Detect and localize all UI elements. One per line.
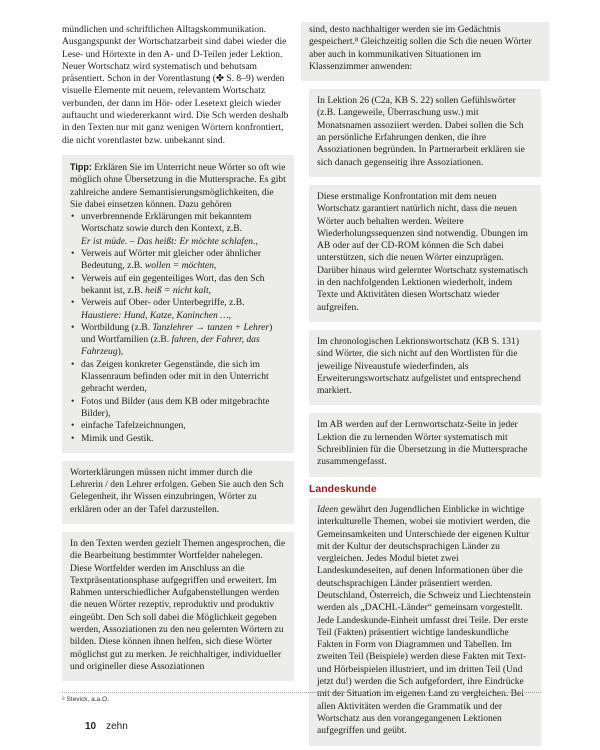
right-column (309, 24, 541, 746)
example-box (309, 89, 541, 177)
left-paragraph-3: In den Texten werden gezielt Themen angesprochen, die die Bearbeitung bestimmter Wortfelder nahelegen. Diese Wortfelder werden im Anschluss an die Textpräsentationsphase aufgegriffen und erweitert. Im Rahmen unterschiedlicher Aufgabenstellungen werden die neuen Wörter rezeptiv, reproduktiv und produktiv eingeübt. Den Sch soll dabei die Möglichkeit gegeben werden, Assoziationen zu den neu gelernten Wörtern zu bilden. Diese können ihnen helfen, sich diese Wörter möglichst gut zu merken. Je reichhaltiger, individueller und origineller diese Assoziationen (70, 537, 286, 672)
page-number-word: zehn (106, 721, 128, 732)
list-item: • Verweis auf Wörter mit gleicher oder ähnlicher Bedeutung, z.B. wollen = möchten, (71, 248, 262, 272)
tipp-box (62, 155, 294, 453)
list-item: • Verweis auf Ober- oder Unterbegriffe, z.B. Haustiere: Hund, Katze, Kaninchen …, (71, 297, 245, 321)
right-paragraph-3: Diese erstmalige Konfrontation mit dem neuen Wortschatz garantiert natürlich nicht, dass die neuen Wörter auch behalten werden. Weitere Wiederholungssequenzen sind notwendig. Übungen im AB oder auf der CD-ROM können die Sch dabei unterstützen, sich die neuen Wörter einzuprägen. Darüber hinaus wird gelernter Wortschatz systematisch in den nachfolgenden Lektionen wiederholt, indem Texte und Aktivitäten diesen Wortschatz wieder aufgreifen. (317, 190, 528, 313)
page-number-digits: 10 (85, 721, 97, 732)
tipp-text: Erklären Sie im Unterricht neue Wörter so oft wie möglich ohne Übersetzung in die Muttersprache. Es gibt zahlreiche andere Semantisierungsmöglichkeiten, die Sie dabei einsetzen können. Dazu gehören (70, 161, 286, 210)
bullet-icon: • (71, 211, 75, 223)
list-item: • Verweis auf ein gegenteiliges Wort, das den Sch bekannt ist, z.B. heiß = nicht kalt, (71, 272, 265, 296)
shaded-paragraph (309, 413, 541, 476)
shaded-paragraph (309, 330, 541, 405)
left-paragraph-1: mündlichen und schriftlichen Alltagskommunikation. Ausgangspunkt der Wortschatzarbeit sind dabei wieder die Lese- und Hörtexte in den A- und D-Teilen jeder Lektion. Neuer Wortschatz wird systematisch und behutsam präsentiert. Schon in der Vorentlastung (✤ S. 8–9) werden visuelle Elemente mit neuem, relevantem Wortschatz verbunden, der dann im Hör- oder Lesetext gleich wieder auftaucht und wiedererkannt wird. Die Sch werden deshalb in den Texten nur mit ganz wenigen Wörtern konfrontiert, die nicht vorentlastet bzw. unbekannt sind. (62, 24, 289, 146)
shaded-paragraph (62, 461, 294, 524)
footnote-divider (62, 692, 541, 693)
bullet-icon: • (71, 358, 75, 370)
list-item: • einfache Tafelzeichnungen, (71, 420, 186, 432)
tipp-label: Tipp: (70, 161, 92, 172)
right-paragraph-2: In Lektion 26 (C2a, KB S. 22) sollen Gefühlswörter (z.B. Langeweile, Überraschung usw.) mit Monatsnamen assoziiert werden. Dabei sollen die Sch an persönliche Erfahrungen denken, die ihre Assoziationen begründen. In Partnerarbeit erklären sie sich danach gegenseitig ihre Assoziationen. (317, 95, 525, 168)
right-paragraph-5: Im AB werden auf der Lernwortschatz-Seite in jeder Lektion die zu lernenden Wörter systematisch mit Schreiblinien für die Übersetzung in die Muttersprache zusammengefasst. (317, 419, 528, 468)
shaded-paragraph (301, 22, 549, 81)
spacer (301, 322, 549, 330)
spacer (54, 147, 302, 155)
left-column (62, 24, 294, 681)
list-item: • das Zeigen konkreter Gegenstände, die sich im Klassenraum befinden oder mit in den Unterricht gebracht werden, (71, 358, 269, 395)
tipp-intro (70, 161, 286, 211)
spacer (301, 405, 549, 413)
shaded-paragraph (62, 532, 294, 681)
list-item: • Mimik und Gestik. (71, 432, 154, 444)
right-paragraph-6: Ideen gewährt den Jugendlichen Einblicke in wichtige interkulturelle Themen, wobei sie motiviert werden, die Gemeinsamkeiten und Unterschiede der eigenen Kultur mit der Kultur der deutschsprachigen Länder zu vergleichen. Jedes Modul bietet zwei Landeskundeseiten, auf denen Informationen über die deutschsprachigen Länder präsentiert werden. Deutschland, Österreich, die Schweiz und Liechtenstein werden als „DACHL-Länder“ gemeinsam vorgestellt. Jede Landeskunde-Einheit umfasst drei Teile. Der erste Teil (Fakten) präsentiert wichtige landeskundliche Fakten in Form von Diagrammen und Tabellen. Im zweiten Teil (Beispiele) werden diese Fakten mit Text- und Hörbeispielen illustriert, und im dritten Teil (Und jetzt du!) werden die Sch aufgefordert, ihre Eindrücke mit der Situation im eigenen Land zu vergleichen. Bei allen Aktivitäten werden die Grammatik und der Wortschatz aus den vorangegangenen Lektionen aufgegriffen und geübt. (317, 503, 531, 737)
shaded-paragraph (309, 498, 541, 746)
list-item: • Fotos und Bilder (aus dem KB oder mitgebrachte Bilder), (71, 395, 270, 419)
bullet-icon: • (71, 321, 75, 333)
bullet-icon: • (71, 297, 75, 309)
right-paragraph-4: Im chronologischen Lektionswortschatz (KB S. 131) sind Wörter, die sich nicht auf den Wortlisten für die jeweilige Niveaustufe wiederfinden, als Erweiterungswortschatz aufgelistet und entsprechend markiert. (317, 335, 521, 397)
tipp-list (70, 211, 286, 445)
bullet-icon: • (71, 432, 75, 444)
page-number (85, 721, 128, 732)
section-heading-landeskunde: Landeskunde (309, 482, 377, 495)
footnote: ⁸ Stevick, a.a.O. (62, 696, 109, 703)
spacer (54, 453, 302, 461)
spacer (301, 81, 549, 89)
bullet-icon: • (71, 248, 75, 260)
spacer (54, 524, 302, 532)
list-item: • Wortbildung (z.B. Tanzlehrer → tanzen + Lehrer) und Wortfamilien (z.B. fahren, der Fahrer, das Fahrzeug), (71, 321, 273, 358)
spacer (301, 177, 549, 185)
bullet-icon: • (71, 395, 75, 407)
left-paragraph-2: Worterklärungen müssen nicht immer durch die Lehrerin / den Lehrer erfolgen. Geben Sie auch den Sch Gelegenheit, ihr Wissen einzubringen, Wörter zu erklären oder an der Tafel darzustellen. (70, 466, 284, 515)
bullet-icon: • (71, 420, 75, 432)
shaded-paragraph (309, 185, 541, 322)
list-item: • unverbrennende Erklärungen mit bekanntem Wortschatz sowie durch den Kontext, z.B. Er ist müde. – Das heißt: Er möchte schlafen., (71, 211, 258, 247)
bullet-icon: • (71, 272, 75, 284)
right-paragraph-1: sind, desto nachhaltiger werden sie im Gedächtnis gespeichert.⁸ Gleichzeitig sollen die Sch die neuen Wörter aber auch in kommunikativen Situationen im Klassenzimmer anwenden: (309, 24, 532, 72)
